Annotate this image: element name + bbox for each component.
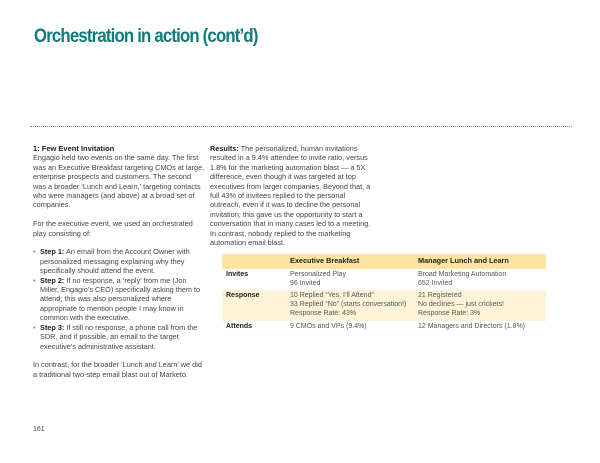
results-paragraph: Results: The personalized, human invitations resulted in a 9.4% attendee to invite ratio, versus 1.8% for the marketing automation blast — a 5X difference, even though it was targeted at top executives from larger companies. Beyond that, a full 43% of invitees replied to the personal outreach, even if it was to decline the personal invitation; this gave us the opportunity to start a conversation that in many cases led to a meeting. In contrast, nobody replied to the marketing automation email blast.	[210, 144, 371, 248]
page-title: Orchestration in action (cont’d)	[34, 26, 258, 47]
paragraph: For the executive event, we used an orchestrated play consisting of:	[33, 219, 193, 238]
steps-list	[33, 247, 205, 350]
paragraph: In contrast, for the broader ‘Lunch and Learn’ we did a traditional two-step email blast out of Marketo.	[33, 360, 202, 379]
comparison-table	[222, 254, 546, 334]
section-heading: 1: Few Event Invitation	[33, 144, 115, 153]
paragraph: Engagio held two events on the same day. The first was an Executive Breakfast targeting CMOs at large, enterprise prospects and customers. The second was a broader ‘Lunch and Learn,’ targeting contacts who were managers (and above) at a broad set of companies.	[33, 153, 205, 210]
page-number: 161	[33, 426, 45, 433]
list-item: • Step 1: An email from the Account Owner with personalized messaging explaining why they specifically should attend the event.	[33, 247, 205, 275]
table-row: Attends 9 CMOs and VPs (9.4%) 12 Managers and Directors (1.8%)	[226, 322, 525, 330]
list-item: • Step 3: If still no response, a phone call from the SDR, and if possible, an email to the target executive’s administrative assistant.	[33, 323, 205, 351]
table-row: Response 10 Replied “Yes, I’ll Attend” 33 Replied “No” (starts conversation!) Response Rate: 43% 21 Registered No declines — just crickets! Response Rate: 3%	[222, 290, 546, 320]
left-column	[33, 144, 205, 389]
table-row: Invites Personalized Play 96 Invited Broad Marketing Automation 652 Invited	[226, 270, 507, 287]
list-item: • Step 2: If no response, a ‘reply’ from me (Jon Miller, Engagio’s CEO) specifically asking them to attend; this was also personalized where appropriate to mention people I may know in common with the executive.	[33, 276, 205, 323]
divider	[30, 126, 572, 127]
table-header: Executive Breakfast Manager Lunch and Learn	[222, 254, 546, 269]
